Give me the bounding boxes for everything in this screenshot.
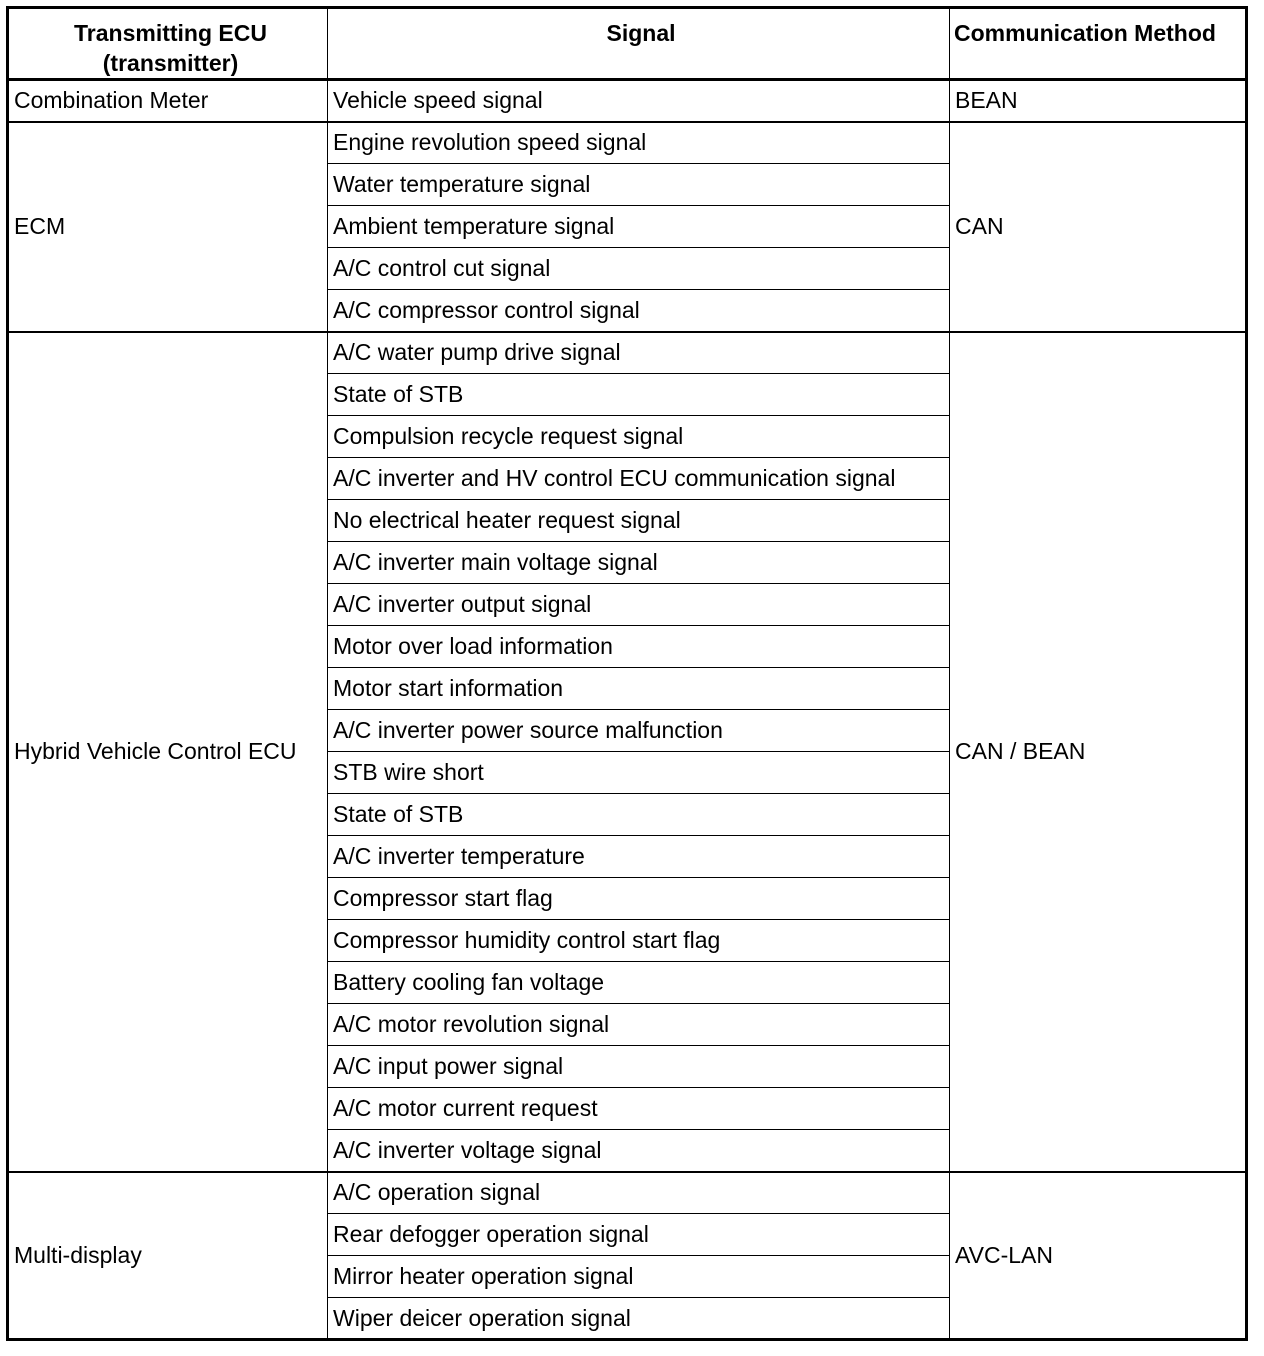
communication-method-cell: BEAN — [950, 80, 1247, 122]
signal-cell: Ambient temperature signal — [328, 206, 950, 248]
header-row — [8, 8, 1247, 80]
signal-cell: A/C motor revolution signal — [328, 1004, 950, 1046]
table-row — [8, 332, 1247, 374]
signal-cell: State of STB — [328, 374, 950, 416]
signal-cell: Rear defogger operation signal — [328, 1214, 950, 1256]
signal-cell: Compressor start flag — [328, 878, 950, 920]
signal-cell: A/C compressor control signal — [328, 290, 950, 332]
signal-cell: A/C inverter power source malfunction — [328, 710, 950, 752]
signal-cell: A/C inverter temperature — [328, 836, 950, 878]
header-transmitting-ecu-line1: Transmitting ECU — [74, 20, 267, 46]
table-row — [8, 122, 1247, 164]
header-transmitting-ecu — [8, 8, 328, 80]
signal-cell: A/C inverter voltage signal — [328, 1130, 950, 1172]
signal-cell: Motor over load information — [328, 626, 950, 668]
signal-cell: Motor start information — [328, 668, 950, 710]
table-body — [8, 80, 1247, 1340]
signal-cell: A/C inverter main voltage signal — [328, 542, 950, 584]
communication-method-cell: AVC-LAN — [950, 1172, 1247, 1340]
signal-cell: Compulsion recycle request signal — [328, 416, 950, 458]
transmitter-cell: Combination Meter — [8, 80, 328, 122]
signal-cell: Wiper deicer operation signal — [328, 1298, 950, 1340]
signal-cell: Compressor humidity control start flag — [328, 920, 950, 962]
signal-cell: A/C water pump drive signal — [328, 332, 950, 374]
signal-cell: A/C inverter and HV control ECU communication signal — [328, 458, 950, 500]
signal-cell: A/C motor current request — [328, 1088, 950, 1130]
table-row — [8, 80, 1247, 122]
signal-cell: Vehicle speed signal — [328, 80, 950, 122]
header-signal: Signal — [328, 8, 950, 80]
signal-cell: Battery cooling fan voltage — [328, 962, 950, 1004]
signal-cell: A/C operation signal — [328, 1172, 950, 1214]
signal-cell: A/C input power signal — [328, 1046, 950, 1088]
communication-method-cell: CAN — [950, 122, 1247, 332]
ecu-signal-table — [6, 6, 1248, 1341]
transmitter-cell: Hybrid Vehicle Control ECU — [8, 332, 328, 1172]
header-transmitting-ecu-line2: (transmitter) — [102, 50, 239, 76]
signal-cell: Water temperature signal — [328, 164, 950, 206]
signal-cell: STB wire short — [328, 752, 950, 794]
header-communication-method: Communication Method — [950, 8, 1247, 80]
transmitter-cell: Multi-display — [8, 1172, 328, 1340]
communication-method-cell: CAN / BEAN — [950, 332, 1247, 1172]
table-row — [8, 1172, 1247, 1214]
signal-cell: Engine revolution speed signal — [328, 122, 950, 164]
signal-cell: A/C control cut signal — [328, 248, 950, 290]
signal-cell: A/C inverter output signal — [328, 584, 950, 626]
signal-cell: Mirror heater operation signal — [328, 1256, 950, 1298]
signal-cell: State of STB — [328, 794, 950, 836]
signal-cell: No electrical heater request signal — [328, 500, 950, 542]
transmitter-cell: ECM — [8, 122, 328, 332]
